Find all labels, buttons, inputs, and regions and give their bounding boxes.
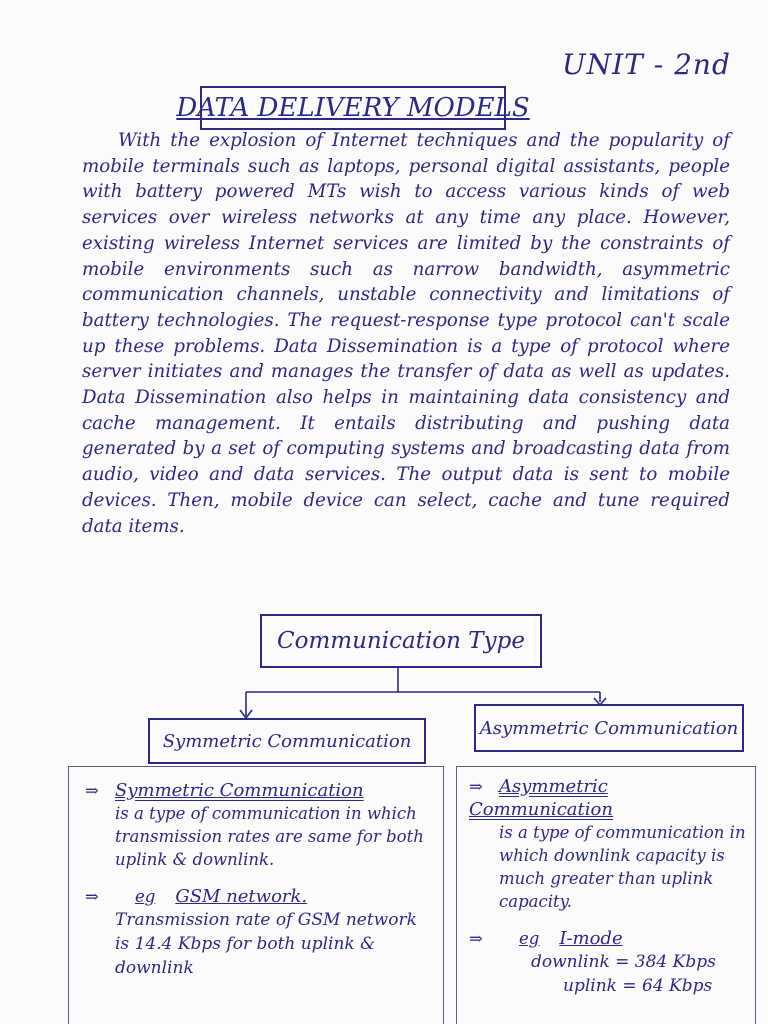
implies-arrow-icon: ⇒	[469, 777, 483, 796]
left-arrowhead	[240, 710, 252, 718]
uplink-rate: uplink = 64 Kbps	[563, 976, 713, 996]
symmetric-example-line	[85, 885, 433, 908]
asymmetric-term: Asymmetric Communication	[469, 776, 613, 820]
implies-arrow-icon: ⇒	[85, 887, 99, 906]
asymmetric-example-name: I-mode	[559, 928, 623, 949]
asymmetric-communication-label: Asymmetric Communication	[479, 717, 739, 739]
symmetric-example-detail: Transmission rate of GSM network is 14.4 Kbps for both uplink & downlink	[115, 910, 417, 978]
page-title: DATA DELIVERY MODELS	[176, 93, 530, 123]
body-paragraph-container	[82, 128, 730, 539]
title-box	[176, 86, 530, 130]
example-label: eg	[135, 887, 156, 906]
symmetric-communication-label: Symmetric Communication	[162, 730, 412, 752]
implies-arrow-icon: ⇒	[85, 781, 99, 800]
asymmetric-definition: is a type of communication in which downlink capacity is much greater than uplink capacity.	[499, 823, 746, 911]
example-label: eg	[519, 929, 540, 948]
asymmetric-example-item	[469, 927, 747, 998]
symmetric-definition-item	[85, 779, 433, 871]
symmetric-term: Symmetric Communication	[115, 780, 364, 801]
symmetric-definition: is a type of communication in which transmission rates are same for both uplink & downlink.	[115, 804, 424, 869]
implies-arrow-icon: ⇒	[469, 929, 483, 948]
symmetric-communication-box	[148, 718, 426, 764]
communication-type-label: Communication Type	[277, 628, 525, 654]
asymmetric-notes-panel	[456, 766, 756, 1024]
asymmetric-definition-item	[469, 775, 747, 913]
symmetric-example-item	[85, 885, 433, 980]
symmetric-example-name: GSM network.	[175, 886, 308, 907]
communication-type-box	[260, 614, 542, 668]
downlink-rate: downlink = 384 Kbps	[531, 952, 716, 972]
body-paragraph: With the explosion of Internet techniques and the popularity of mobile terminals such as laptops, personal digital assistants, people with battery powered MTs wish to access various kinds of web services over wireless networks at any time any place. However, existing wireless Internet services are limited by the constraints of mobile environments such as narrow bandwidth, asymmetric communication channels, unstable connectivity and limitations of battery technologies. The request-response type protocol can't scale up these problems. Data Dissemination is a type of protocol where server initiates and manages the transfer of data as well as updates. Data Dissemination also helps in maintaining data consistency and cache management. It entails distributing and pushing data generated by a set of computing systems and broadcasting data from audio, video and data services. The output data is sent to mobile devices. Then, mobile device can select, cache and tune required data items.	[82, 130, 730, 537]
symmetric-notes-panel	[68, 766, 444, 1024]
asymmetric-communication-box	[474, 704, 744, 752]
asymmetric-example-line	[469, 927, 747, 950]
unit-label: UNIT - 2nd	[562, 48, 731, 81]
